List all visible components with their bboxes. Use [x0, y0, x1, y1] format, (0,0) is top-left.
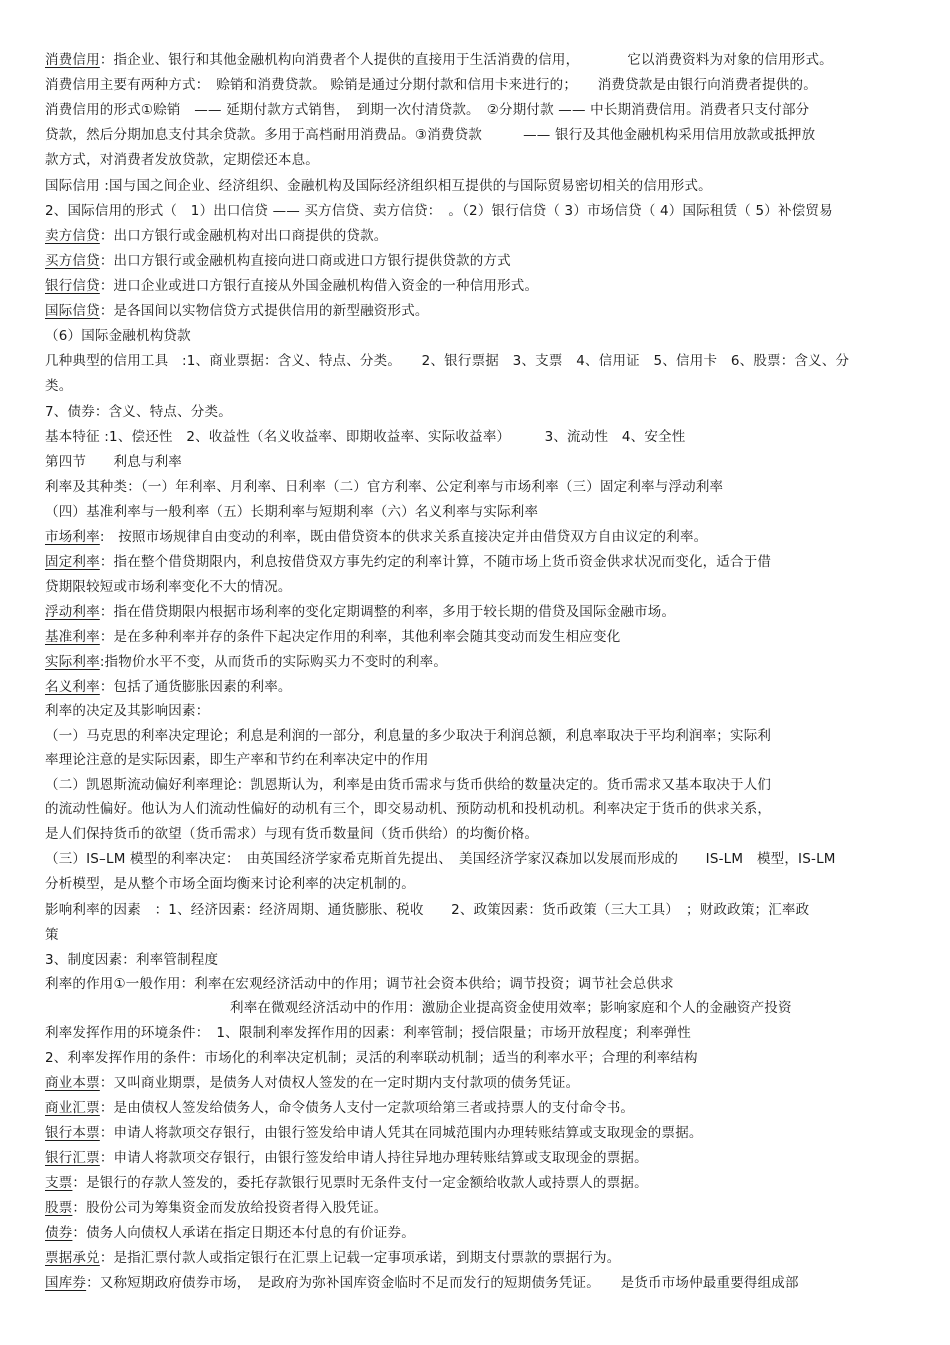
term-label: 名义利率: [45, 679, 100, 695]
text-line: [45, 600, 930, 624]
line-text: （四）基准利率与一般利率（五）长期利率与短期利率（六）名义利率与实际利率: [45, 504, 539, 520]
text-line: [45, 1121, 930, 1145]
line-text: ：出口方银行或金融机构对出口商提供的贷款。: [99, 228, 388, 244]
term-label: 商业汇票: [45, 1100, 100, 1116]
line-text: ：又叫商业期票，是债务人对债权人签发的在一定时期内支付款项的债务凭证。: [99, 1075, 580, 1091]
term-label: 实际利率: [45, 654, 100, 670]
term-label: 股票: [45, 1200, 73, 1216]
text-line: [45, 797, 930, 821]
line-text: ：指在借贷期限内根据市场利率的变化定期调整的利率，多用于较长期的借贷及国际金融市场。: [99, 604, 676, 620]
text-line: [45, 1096, 930, 1120]
text-line: [45, 349, 930, 373]
text-line: [45, 847, 930, 871]
section-heading: [45, 450, 930, 474]
term-label: 基准利率: [45, 629, 100, 645]
text-line: [45, 872, 930, 896]
text-line: [45, 1146, 930, 1170]
line-text: ：是由债权人签发给债务人，命令债务人支付一定款项给第三者或持票人的支付命令书。: [99, 1100, 635, 1116]
text-line: [45, 699, 930, 723]
line-text: 第四节 利息与利率: [45, 454, 182, 470]
text-line: [45, 1196, 930, 1220]
text-line: [45, 898, 930, 922]
text-line: [45, 822, 930, 846]
term-label: 固定利率: [45, 554, 100, 570]
text-line: [45, 123, 930, 147]
line-text: 几种典型的信用工具 :1、商业票据：含义、特点、分类。 2、银行票据 3、支票 4、信用证 5、信用卡 6、股票：含义、分: [45, 353, 850, 369]
term-label: 支票: [45, 1175, 73, 1191]
line-text: ：申请人将款项交存银行，由银行签发给申请人凭其在同城范围内办理转账结算或支取现金的票据。: [99, 1125, 703, 1141]
line-text: 策: [45, 927, 59, 943]
term-label: 商业本票: [45, 1075, 100, 1091]
text-line: [45, 374, 930, 398]
text-line: [45, 923, 930, 947]
text-line: [45, 500, 930, 524]
line-text: 率理论注意的是实际因素，即生产率和节约在利率决定中的作用: [45, 752, 429, 768]
line-text: 利率的决定及其影响因素：: [45, 703, 210, 719]
text-line: [230, 996, 930, 1020]
text-line: [45, 98, 930, 122]
text-line: [45, 724, 930, 748]
text-line: [45, 972, 930, 996]
text-line: [45, 1046, 930, 1070]
text-line: [45, 1071, 930, 1095]
text-line: [45, 1271, 930, 1295]
line-text: 贷期限较短或市场利率变化不大的情况。: [45, 579, 292, 595]
line-text: ：又称短期政府债券市场， 是政府为弥补国库资金临时不足而发行的短期债务凭证。 是货币市场仲最重要得组成部: [86, 1275, 799, 1291]
text-line: [45, 299, 930, 323]
line-text: （二）凯恩斯流动偏好利率理论：凯恩斯认为，利率是由货币需求与货币供给的数量决定的。货币需求又基本取决于人们: [45, 777, 772, 793]
term-label: 银行信贷: [45, 278, 100, 294]
text-line: [45, 324, 930, 348]
line-text: 基本特征 :1、偿还性 2、收益性（名义收益率、即期收益率、实际收益率） 3、流动性 4、安全性: [45, 429, 686, 445]
line-text: 贷款，然后分期加息支付其余贷款。多用于高档耐用消费品。③消费贷款 —— 银行及其他金融机构采用信用放款或抵押放: [45, 127, 816, 143]
term-label: 卖方信贷: [45, 228, 100, 244]
term-label: 消费信用: [45, 52, 100, 68]
line-text: 利率发挥作用的环境条件： 1、限制利率发挥作用的因素：利率管制；授信限量；市场开放程度；利率弹性: [45, 1025, 691, 1041]
line-text: ：包括了通货膨胀因素的利率。: [99, 679, 292, 695]
line-text: 是人们保持货币的欲望（货币需求）与现有货币数量间（货币供给）的均衡价格。: [45, 826, 539, 842]
line-text: ：是各国间以实物信贷方式提供信用的新型融资形式。: [99, 303, 429, 319]
text-line: [45, 1246, 930, 1270]
line-text: : 按照市场规律自由变动的利率，既由借贷资本的供求关系直接决定并由借贷双方自由议定的利率。: [99, 529, 708, 545]
text-line: [45, 650, 930, 674]
line-text: 2、利率发挥作用的条件：市场化的利率决定机制；灵活的利率联动机制；适当的利率水平；合理的利率结构: [45, 1050, 698, 1066]
text-line: [45, 249, 930, 273]
text-line: [45, 224, 930, 248]
line-text: （6）国际金融机构贷款: [45, 328, 191, 344]
text-line: [45, 1221, 930, 1245]
text-line: [45, 73, 930, 97]
line-text: ：指在整个借贷期限内，利息按借贷双方事先约定的利率计算，不随市场上货币资金供求状况而变化，适合于借: [99, 554, 772, 570]
line-text: （三）IS–LM 模型的利率决定： 由英国经济学家希克斯首先提出、 美国经济学家汉森加以发展而形成的 IS-LM 模型，IS-LM: [45, 851, 836, 867]
line-text: （一）马克思的利率决定理论；利息是利润的一部分，利息量的多少取决于利润总额，利息率取决于平均利润率；实际利: [45, 728, 772, 744]
text-line: [45, 550, 930, 574]
line-text: 国际信用 :国与国之间企业、经济组织、金融机构及国际经济组织相互提供的与国际贸易密切相关的信用形式。: [45, 178, 712, 194]
term-label: 银行汇票: [45, 1150, 100, 1166]
text-line: [45, 625, 930, 649]
text-line: [45, 525, 930, 549]
line-text: 消费信用的形式①赊销 —— 延期付款方式销售， 到期一次付清贷款。 ②分期付款 —— 中长期消费信用。消费者只支付部分: [45, 102, 810, 118]
term-label: 国际信贷: [45, 303, 100, 319]
text-line: [45, 425, 930, 449]
line-text: ：是银行的存款人签发的，委托存款银行见票时无条件支付一定金额给收款人或持票人的票据。: [72, 1175, 648, 1191]
line-text: 的流动性偏好。他认为人们流动性偏好的动机有三个，即交易动机、预防动机和投机动机。利率决定于货币的供求关系，: [45, 801, 772, 817]
line-text: 款方式，对消费者发放贷款，定期偿还本息。: [45, 152, 319, 168]
line-text: 2、国际信用的形式（ 1）出口信贷 —— 买方信贷、卖方信贷： 。（2）银行信贷（ 3）市场信贷（ 4）国际租赁（ 5）补偿贸易: [45, 203, 833, 219]
term-label: 浮动利率: [45, 604, 100, 620]
line-text: 3、制度因素：利率管制程度: [45, 952, 219, 968]
text-line: [45, 199, 930, 223]
text-line: [45, 748, 930, 772]
line-text: ：出口方银行或金融机构直接向进口商或进口方银行提供贷款的方式: [99, 253, 511, 269]
line-text: 影响利率的因素 ：1、经济因素：经济周期、通货膨胀、税收 2、政策因素：货币政策（三大工具） ；财政政策；汇率政: [45, 902, 810, 918]
line-text: ：是在多种利率并存的条件下起决定作用的利率，其他利率会随其变动而发生相应变化: [99, 629, 621, 645]
text-line: [45, 174, 930, 198]
term-label: 国库券: [45, 1275, 87, 1291]
line-text: ：债务人向债权人承诺在指定日期还本付息的有价证券。: [72, 1225, 415, 1241]
text-line: [45, 400, 930, 424]
term-label: 银行本票: [45, 1125, 100, 1141]
term-label: 市场利率: [45, 529, 100, 545]
text-line: [45, 773, 930, 797]
text-line: [45, 948, 930, 972]
line-text: 7、债券：含义、特点、分类。: [45, 404, 232, 420]
term-label: 买方信贷: [45, 253, 100, 269]
text-line: [45, 274, 930, 298]
text-line: [45, 475, 930, 499]
line-text: ：指企业、银行和其他金融机构向消费者个人提供的直接用于生活消费的信用， 它以消费资料为对象的信用形式。: [99, 52, 833, 68]
line-text: ：申请人将款项交存银行，由银行签发给申请人持往异地办理转账结算或支取现金的票据。: [99, 1150, 648, 1166]
line-text: ：股份公司为筹集资金而发放给投资者得入股凭证。: [72, 1200, 388, 1216]
text-line: [45, 1021, 930, 1045]
line-text: 分析模型，是从整个市场全面均衡来讨论利率的决定机制的。: [45, 876, 415, 892]
line-text: 类。: [45, 378, 73, 394]
line-text: 利率的作用①一般作用：利率在宏观经济活动中的作用；调节社会资本供给；调节投资；调节社会总供求: [45, 976, 674, 992]
text-line: [45, 575, 930, 599]
term-label: 票据承兑: [45, 1250, 100, 1266]
text-line: [45, 1171, 930, 1195]
line-text: 消费信用主要有两种方式： 赊销和消费贷款。 赊销是通过分期付款和信用卡来进行的； 消费贷款是由银行向消费者提供的。: [45, 77, 817, 93]
line-text: :指物价水平不变，从而货币的实际购买力不变时的利率。: [99, 654, 448, 670]
text-line: [45, 148, 930, 172]
text-line: [45, 675, 930, 699]
line-text: ：是指汇票付款人或指定银行在汇票上记载一定事项承诺，到期支付票款的票据行为。: [99, 1250, 621, 1266]
line-text: 利率在微观经济活动中的作用：激励企业提高资金使用效率；影响家庭和个人的金融资产投资: [230, 1000, 792, 1016]
line-text: ：进口企业或进口方银行直接从外国金融机构借入资金的一种信用形式。: [99, 278, 539, 294]
text-line: [45, 48, 930, 72]
term-label: 债券: [45, 1225, 73, 1241]
line-text: 利率及其种类：（一）年利率、月利率、日利率（二）官方利率、公定利率与市场利率（三）固定利率与浮动利率: [45, 479, 724, 495]
